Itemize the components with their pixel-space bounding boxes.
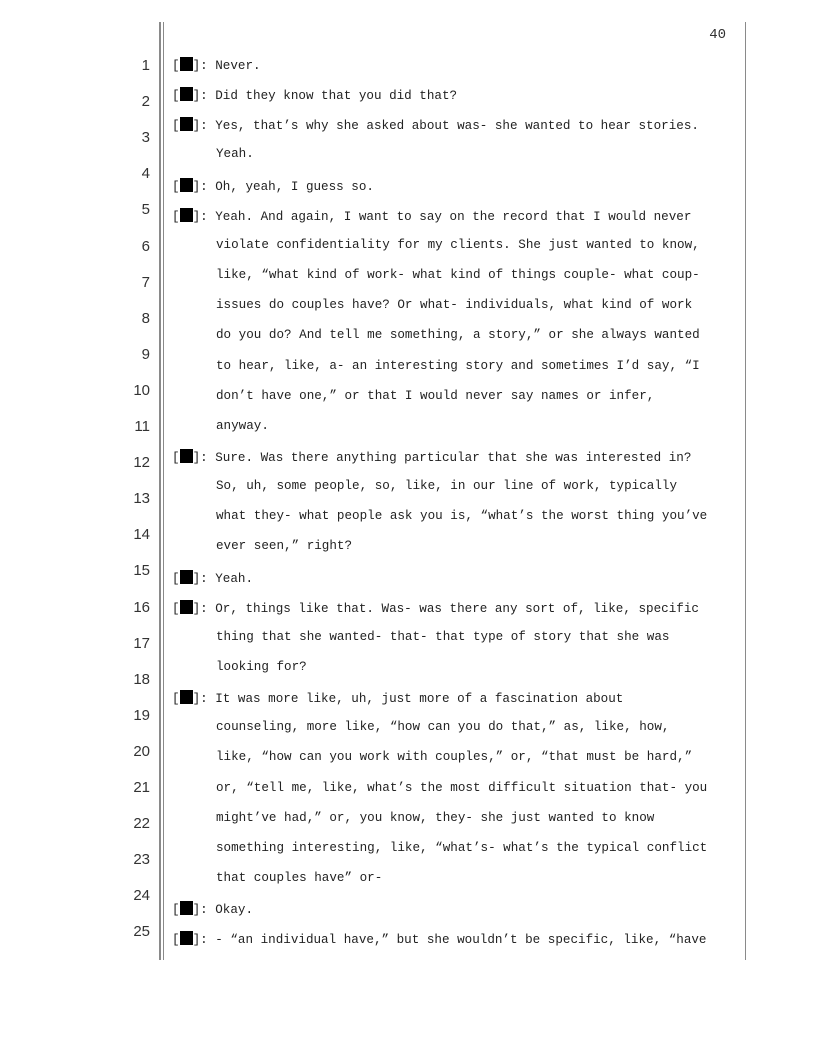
continuation-line	[216, 389, 654, 403]
speaker-suffix: ]:	[192, 601, 216, 616]
line-text: It was more like, uh, just more of a fascination about	[215, 692, 624, 707]
line-text: something interesting, like, “what’s- what’s the typical conflict	[216, 840, 708, 855]
page-number: 40	[709, 27, 726, 43]
line-text: what they- what people ask you is, “what’s the worst thing you’ve	[216, 509, 708, 524]
line-text: that couples have” or-	[216, 871, 383, 886]
bracket-open: [	[172, 89, 180, 104]
line-text: - “an individual have,” but she wouldn’t be specific, like, “have	[215, 933, 707, 948]
line-text: violate confidentiality for my clients. She just wanted to know,	[216, 237, 700, 252]
bracket-open: [	[172, 601, 180, 616]
line-text: Yeah.	[215, 571, 254, 586]
line-number: 17	[133, 634, 150, 652]
continuation-line	[216, 509, 707, 523]
line-text: like, “how can you work with couples,” or, “that must be hard,”	[216, 750, 693, 765]
line-text: Never.	[215, 59, 261, 73]
line-text: Or, things like that. Was- was there any sort of, like, specific	[215, 601, 699, 616]
line-number: 8	[141, 309, 150, 327]
line-text: Oh, yeah, I guess so.	[215, 179, 374, 194]
speaker-suffix: ]:	[192, 692, 216, 707]
continuation-line	[216, 720, 669, 734]
continuation-line	[216, 781, 707, 795]
redacted-speaker-name	[180, 690, 193, 704]
line-number: 6	[141, 237, 150, 255]
speaker-line	[172, 690, 623, 706]
speaker-line	[172, 57, 261, 73]
speaker-line	[172, 449, 691, 465]
line-number: 24	[133, 887, 150, 905]
line-text: Yeah.	[216, 147, 254, 162]
continuation-line	[216, 359, 700, 373]
redacted-speaker-name	[180, 600, 193, 614]
line-number: 15	[133, 562, 150, 580]
line-number: 25	[133, 923, 150, 941]
line-number: 3	[141, 129, 150, 147]
line-text: Yeah. And again, I want to say on the record that I would never	[215, 209, 692, 224]
line-number: 7	[141, 273, 150, 291]
line-number: 23	[133, 851, 150, 869]
continuation-line	[216, 328, 700, 342]
bracket-open: [	[172, 571, 180, 586]
speaker-suffix: ]:	[192, 933, 216, 948]
line-text: Sure. Was there anything particular that she was interested in?	[215, 450, 692, 465]
speaker-line	[172, 901, 253, 917]
redacted-speaker-name	[180, 57, 193, 71]
line-number: 22	[133, 815, 150, 833]
speaker-line	[172, 208, 691, 224]
continuation-line	[216, 841, 707, 855]
continuation-line	[216, 268, 700, 282]
redacted-speaker-name	[180, 87, 193, 101]
bracket-open: [	[172, 692, 180, 707]
line-number: 9	[141, 345, 150, 363]
bracket-open: [	[172, 119, 180, 134]
line-text: thing that she wanted- that- that type of story that she was	[216, 629, 670, 644]
bracket-open: [	[172, 903, 180, 918]
line-text: might’ve had,” or, you know, they- she just wanted to know	[216, 810, 655, 825]
speaker-line	[172, 117, 699, 133]
speaker-suffix: ]:	[192, 450, 216, 465]
line-text: Okay.	[215, 903, 254, 918]
redacted-speaker-name	[180, 178, 193, 192]
speaker-suffix: ]:	[192, 179, 216, 194]
redacted-speaker-name	[180, 901, 193, 915]
line-number: 2	[141, 93, 150, 111]
line-text: or, “tell me, like, what’s the most difficult situation that- you	[216, 780, 708, 795]
line-text: do you do? And tell me something, a story,” or she always wanted	[216, 328, 700, 343]
speaker-suffix: ]:	[192, 59, 216, 73]
speaker-suffix: ]:	[192, 571, 216, 586]
line-text: counseling, more like, “how can you do that,” as, like, how,	[216, 720, 670, 735]
bracket-open: [	[172, 179, 180, 194]
redacted-speaker-name	[180, 117, 193, 131]
line-number: 12	[133, 454, 150, 472]
continuation-line	[216, 660, 307, 674]
speaker-line	[172, 87, 457, 103]
line-number: 4	[141, 165, 150, 183]
speaker-line	[172, 178, 374, 194]
speaker-line	[172, 600, 699, 616]
line-text: to hear, like, a- an interesting story and sometimes I’d say, “I	[216, 358, 700, 373]
continuation-line	[216, 750, 692, 764]
line-number: 21	[133, 779, 150, 796]
speaker-line	[172, 570, 253, 586]
continuation-line	[216, 419, 269, 433]
bracket-open: [	[172, 450, 180, 465]
continuation-line	[216, 147, 254, 161]
speaker-suffix: ]:	[192, 119, 216, 134]
speaker-suffix: ]:	[192, 89, 216, 104]
redacted-speaker-name	[180, 208, 193, 222]
bracket-open: [	[172, 59, 180, 73]
line-text: Yes, that’s why she asked about was- she wanted to hear stories.	[215, 119, 699, 134]
line-text: don’t have one,” or that I would never say names or infer,	[216, 388, 655, 403]
continuation-line	[216, 298, 692, 312]
redacted-speaker-name	[180, 449, 193, 463]
continuation-line	[216, 630, 669, 644]
left-margin-rule-inner	[163, 22, 164, 960]
line-text: issues do couples have? Or what- individuals, what kind of work	[216, 298, 693, 313]
line-number: 19	[133, 706, 150, 724]
bracket-open: [	[172, 933, 180, 948]
speaker-suffix: ]:	[192, 903, 216, 918]
continuation-line	[216, 539, 352, 553]
line-text: Did they know that you did that?	[215, 89, 458, 104]
bracket-open: [	[172, 209, 180, 224]
redacted-speaker-name	[180, 931, 193, 945]
line-number: 18	[133, 670, 150, 688]
line-text: anyway.	[216, 418, 269, 433]
speaker-line	[172, 931, 707, 947]
continuation-line	[216, 479, 677, 493]
line-number: 14	[133, 526, 150, 544]
line-number: 20	[133, 742, 150, 760]
continuation-line	[216, 871, 382, 885]
line-number: 1	[141, 57, 150, 74]
line-text: So, uh, some people, so, like, in our line of work, typically	[216, 479, 678, 494]
redacted-speaker-name	[180, 570, 193, 584]
speaker-suffix: ]:	[192, 209, 216, 224]
line-number: 5	[141, 201, 150, 219]
left-margin-rule	[159, 22, 161, 960]
continuation-line	[216, 238, 700, 252]
line-number: 16	[133, 598, 150, 616]
right-margin-rule	[745, 22, 746, 960]
line-text: like, “what kind of work- what kind of things couple- what coup-	[216, 268, 700, 283]
line-number: 13	[133, 490, 150, 508]
line-number: 11	[134, 418, 150, 435]
line-text: looking for?	[216, 660, 307, 674]
line-number: 10	[133, 381, 150, 399]
line-text: ever seen,” right?	[216, 539, 353, 554]
continuation-line	[216, 811, 654, 825]
